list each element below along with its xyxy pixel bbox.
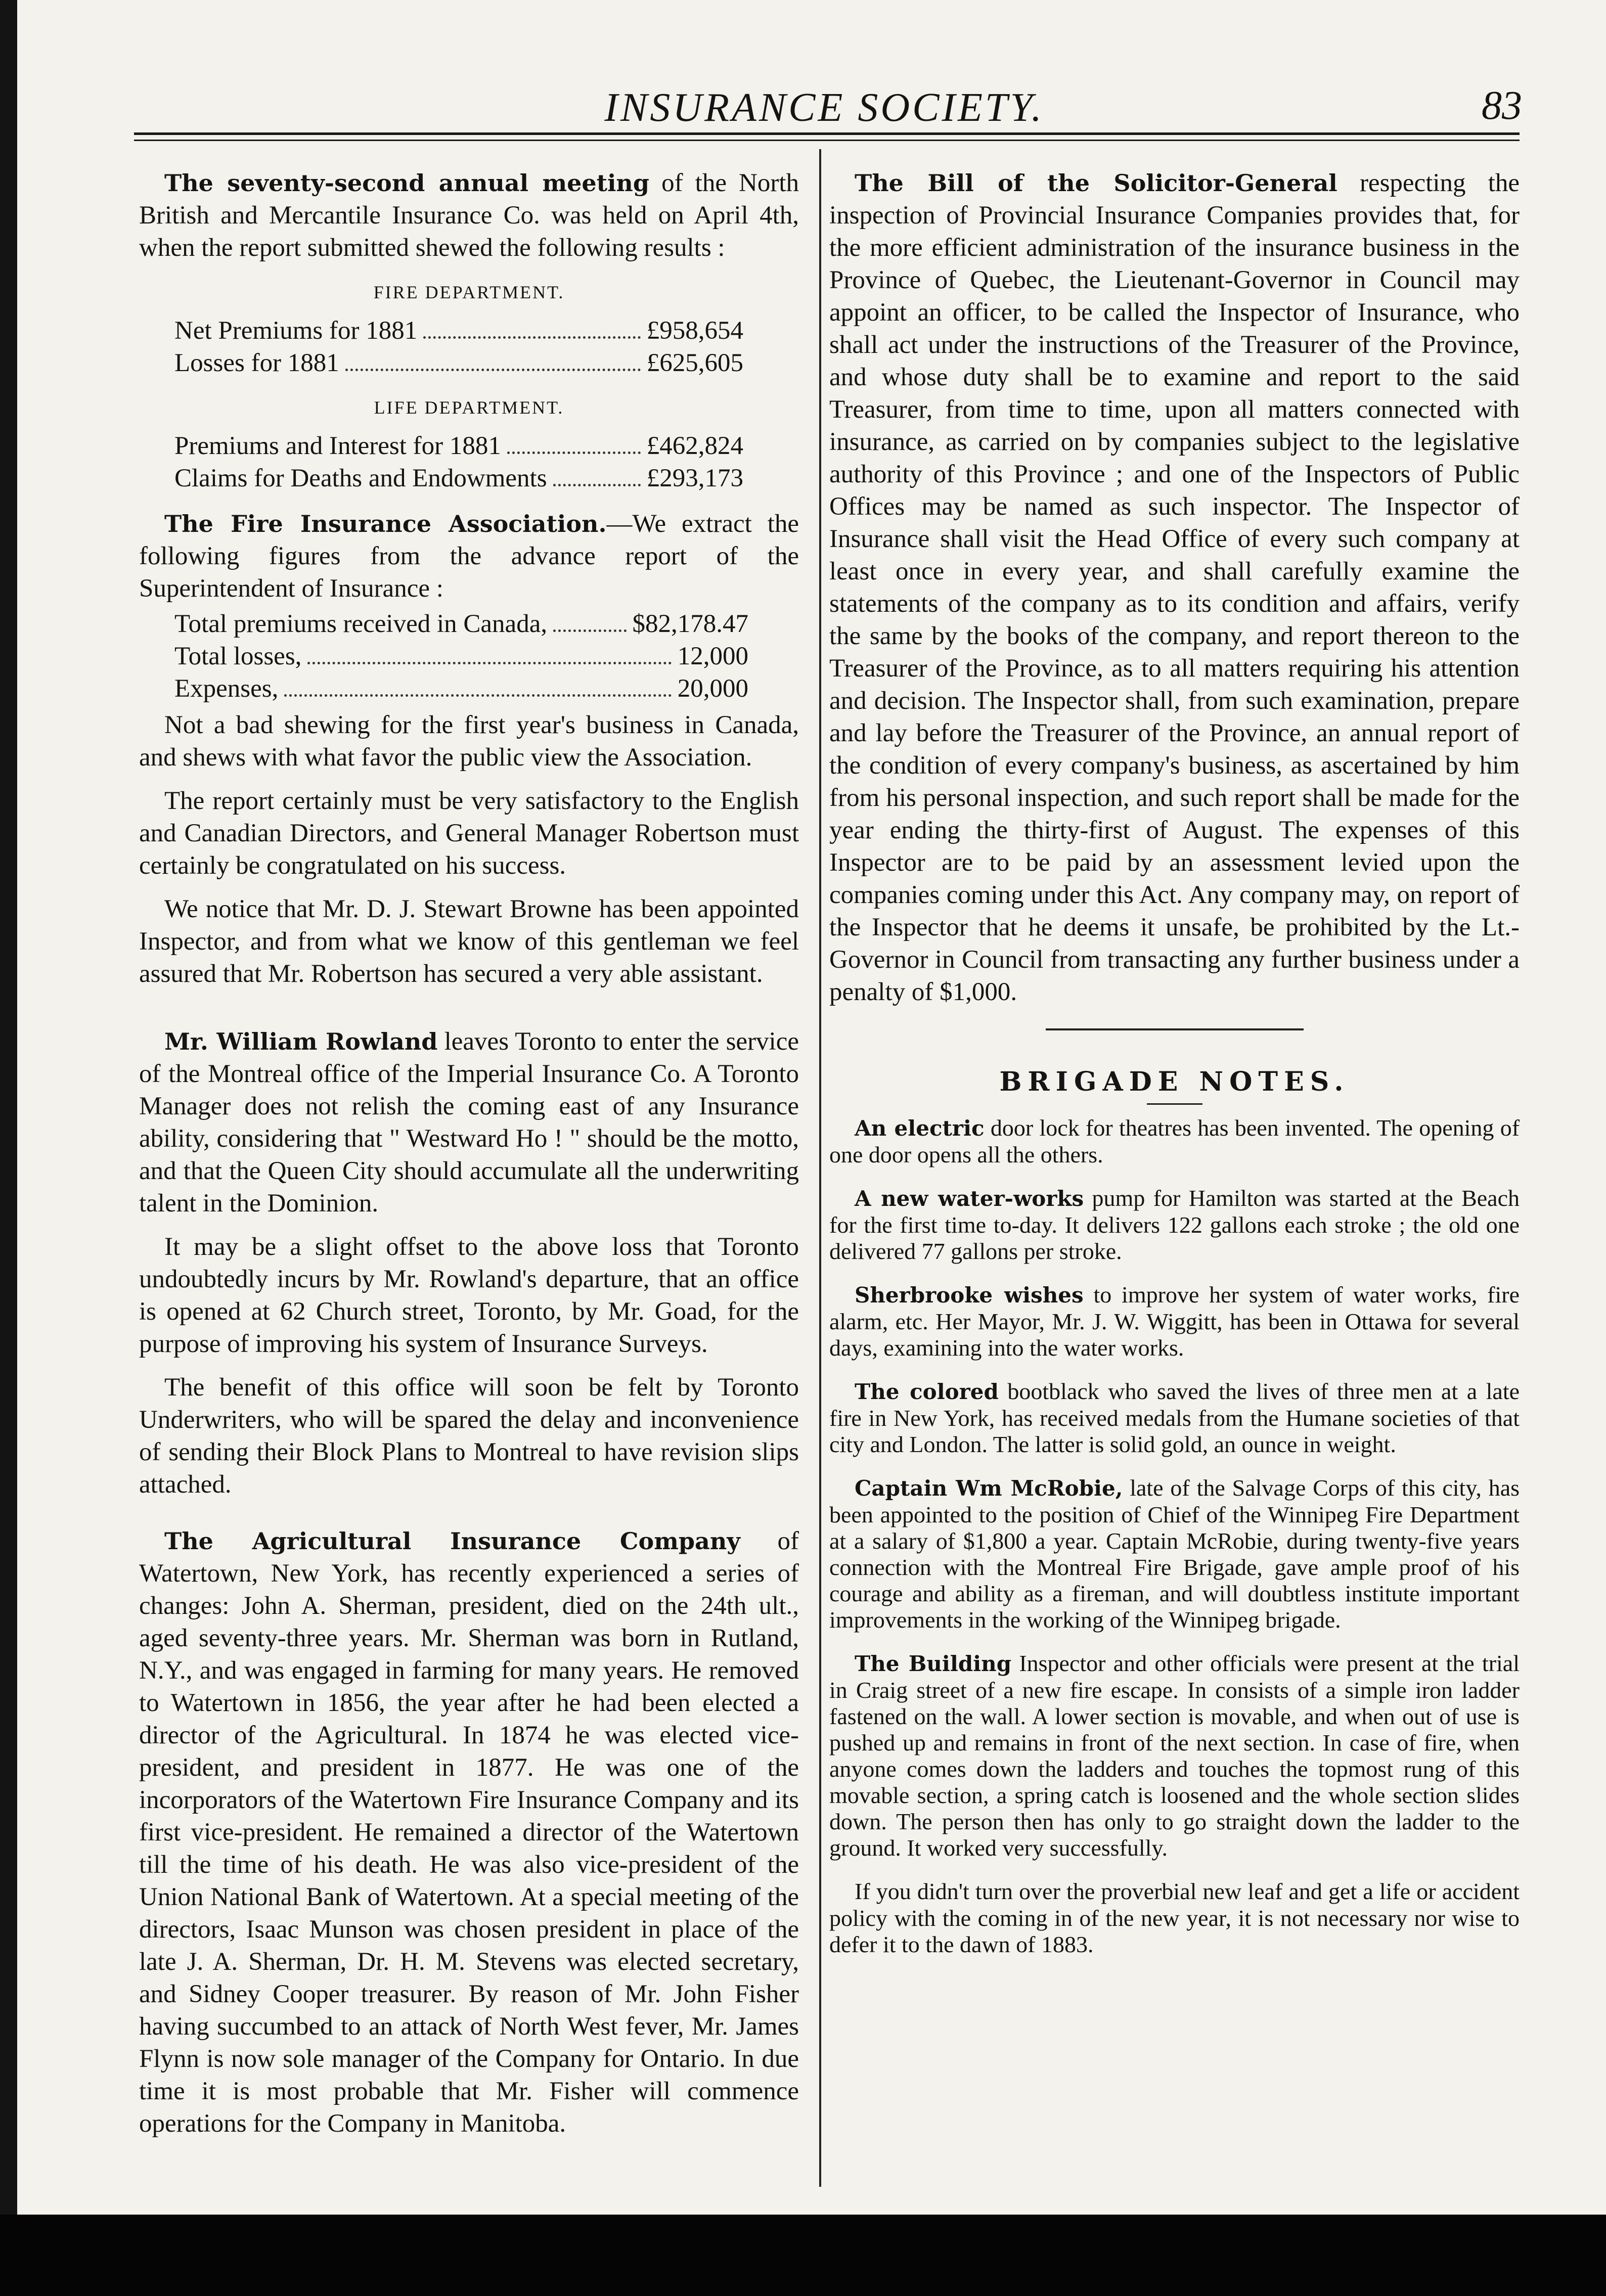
brigade-notes [829,1115,1520,1958]
bill-text: respecting the inspection of Provincial Insurance Companies provides that, for the more efficient administration of the insurance business in the Province of Quebec, the Lieutenant-Governor in Council may appoint an officer, to be called the Inspector of Insurance, who shall act under the instructions of the Treasurer of the Province, and whose duty shall be to examine and report to the said Treasurer, from time to time, upon all matters connected with insurance, as carried on by companies subject to the legislative authority of this Province ; and one of the Inspectors of Public Offices may be named as such inspector. The Inspector of Insurance shall visit the Head Office of every such company at least once in every year, and shall carefully examine the statements of the company as to its condition and affairs, verify the same by the books of the company, and report thereon to the Treasurer of the Province, as to all matters requiring his attention and decision. The Inspector shall, from such examination, prepare and lay before the Treasurer of the Province, an annual report of the condition of every company's business, as ascertained by him from his personal inspection, and such report shall be made for the year ending the thirty-first of August. The expenses of this Inspector are to be paid by an assessment levied upon the companies coming under this Act. Any company may, on report of the Inspector that he deems it unsafe, be prohibited by the Lt.-Governor in Council from transacting any further business under a penalty of $1,000. [829,169,1520,1006]
fin-label: Expenses, [174,674,279,703]
north-british-paragraph [139,167,799,264]
brigade-note [829,1475,1520,1633]
fin-amount: £625,605 [646,349,743,377]
fire-association-text: —We extract the following figures from the advance report of the Superintendent of Insurance : [139,510,799,603]
running-title: INSURANCE SOCIETY. [604,85,1044,130]
fire-association-p1: Not a bad shewing for the first year's business in Canada, and shews with what favor the public view the Association. [139,711,799,772]
leader-dots [507,430,641,454]
note-text: pump for Hamilton was started at the Beach for the first time to-day. It delivers 122 gallons each stroke ; the old one delivered 77 gallons per stroke. [829,1185,1520,1264]
fin-amount: £958,654 [646,317,743,345]
page-header [126,76,1522,137]
header-rule-thick [134,132,1520,135]
fire-association-p2: The report certainly must be very satisfactory to the English and Canadian Directors, and General Manager Robertson must certainly be congratulated on his success. [139,787,799,880]
scan-bottom-shadow [0,2215,1606,2296]
fire-association-p3: We notice that Mr. D. J. Stewart Browne has been appointed Inspector, and from what we know of this gentleman we feel assured that Mr. Robertson has secured a very able assistant. [139,895,799,988]
leader-dots [553,462,641,486]
fin-label: Premiums and Interest for 1881 [174,432,501,460]
fire-department-heading: FIRE DEPARTMENT. [373,282,565,302]
brigade-note [829,1878,1520,1958]
fin-row [139,430,799,462]
left-column [139,167,799,2151]
bill-paragraph [829,167,1520,1008]
fin-row [139,672,799,705]
heading-underline [1147,1103,1202,1105]
column-divider [819,149,821,2187]
agricultural-paragraph [139,1525,799,2140]
fin-row [139,462,799,494]
header-rule-thin [134,140,1520,141]
note-text: door lock for theatres has been invented. The opening of one door opens all the others. [829,1115,1520,1167]
fin-label: Net Premiums for 1881 [174,317,418,345]
note-text: If you didn't turn over the proverbial new leaf and get a life or accident policy with the coming in of the new year, it is not necessary nor wise to defer it to the dawn of 1883. [829,1878,1520,1957]
scan-edge-shadow [0,0,17,2296]
note-lead: The colored [855,1379,999,1404]
note-lead: Sherbrooke wishes [855,1283,1084,1308]
leader-dots [307,640,671,664]
fin-amount: 12,000 [677,642,748,670]
agricultural-text: of Watertown, New York, has recently experienced a series of changes: John A. Sherman, president, died on the 24th ult., aged seventy-three years. Mr. Sherman was born in Rutland, N.Y., and was engaged in farming for many years. He removed to Watertown in 1856, the year after he had been elected a director of the Agricultural. In 1874 he was elected vice-president, and president in 1877. He was one of the incorporators of the Watertown Fire Insurance Company and its first vice-president. He remained a director of the Watertown till the time of his death. He was also vice-president of the Union National Bank of Watertown. At a special meeting of the directors, Isaac Munson was chosen president in place of the late J. A. Sherman, Dr. H. M. Stevens was elected secretary, and Sidney Cooper treasurer. By reason of Mr. John Fisher having succumbed to an attack of North West fever, Mr. James Flynn is now sole manager of the Company for Ontario. In due time it is most probable that Mr. Fisher will commence operations for the Company in Manitoba. [139,1527,799,2138]
note-text: Inspector and other officials were present at the trial in Craig street of a new fire escape. In consists of a simple iron ladder fastened on the wall. A lower section is movable, and when out of use is pushed up and remains in front of the next section. In case of fire, when anyone comes down the ladders and touches the topmost rung of this movable section, a spring catch is loosened and the whole section slides down. The person then has only to go straight down the ladder to the ground. It worked very successfully. [829,1650,1520,1861]
fin-amount: 20,000 [677,674,748,703]
fin-amount: $82,178.47 [632,610,748,638]
rowland-p3: The benefit of this office will soon be felt by Toronto Underwriters, who will be spared the delay and inconvenience of sending their Block Plans to Montreal to have revision slips attached. [139,1373,799,1499]
fin-row [139,608,799,640]
page-number: 83 [1482,83,1522,128]
bill-lead: The Bill of the Solicitor-General [855,169,1337,197]
leader-dots [345,347,641,371]
north-british-lead: The seventy-second annual meeting [164,169,650,197]
brigade-note [829,1115,1520,1168]
life-department-heading: LIFE DEPARTMENT. [374,397,564,418]
note-text: bootblack who saved the lives of three men at a late fire in New York, has received medals from the Humane societies of that city and London. The latter is solid gold, an ounce in weight. [829,1378,1520,1457]
note-text: to improve her system of water works, fire alarm, etc. Her Mayor, Mr. J. W. Wiggitt, has been in Ottawa for several days, examining into the water works. [829,1282,1520,1361]
fin-label: Total losses, [174,642,302,670]
rowland-lead: Mr. William Rowland [164,1028,438,1055]
note-lead: Captain Wm McRobie, [855,1476,1123,1501]
section-rule [1046,1028,1304,1030]
agricultural-lead: The Agricultural Insurance Company [164,1527,741,1555]
rowland-text: leaves Toronto to enter the service of the Montreal office of the Imperial Insurance Co. A Toronto Manager does not relish the coming east of any Insurance ability, considering that " Westward Ho ! " should be the motto, and that the Queen City should accumulate all the underwriting talent in the Dominion. [139,1027,799,1218]
fin-amount: £293,173 [646,464,743,492]
brigade-note [829,1650,1520,1861]
fin-amount: £462,824 [646,432,743,460]
fire-association-paragraph [139,508,799,605]
leader-dots [284,672,671,697]
fin-label: Total premiums received in Canada, [174,610,548,638]
note-lead: The Building [855,1651,1012,1676]
brigade-note [829,1378,1520,1458]
leader-dots [553,608,626,632]
note-lead: An electric [855,1116,985,1141]
fin-label: Losses for 1881 [174,349,339,377]
fin-row [139,314,799,347]
fin-label: Claims for Deaths and Endowments [174,464,547,492]
note-text: late of the Salvage Corps of this city, has been appointed to the position of Chief of the Winnipeg Fire Department at a salary of $1,800 a year. Captain McRobie, during twenty-five years connection with the Montreal Fire Brigade, gave ample proof of his courage and ability as a fireman, and will doubtless institute important improvements in the working of the Winnipeg brigade. [829,1475,1520,1633]
fire-association-lead: The Fire Insurance Association. [164,510,607,537]
fin-row [139,347,799,379]
note-lead: A new water-works [855,1186,1084,1211]
rowland-paragraph [139,1025,799,1220]
rowland-p2: It may be a slight offset to the above loss that Toronto undoubtedly incurs by Mr. Rowland's departure, that an office is opened at 62 Church street, Toronto, by Mr. Goad, for the purpose of improving his system of Insurance Surveys. [139,1233,799,1358]
right-column [829,167,1520,1975]
brigade-notes-heading: BRIGADE NOTES. [999,1066,1350,1097]
north-british-text: of the North British and Mercantile Insurance Co. was held on April 4th, when the report submitted shewed the following results : [139,169,799,262]
leader-dots [423,314,641,339]
brigade-note [829,1185,1520,1265]
brigade-note [829,1282,1520,1361]
fin-row [139,640,799,672]
